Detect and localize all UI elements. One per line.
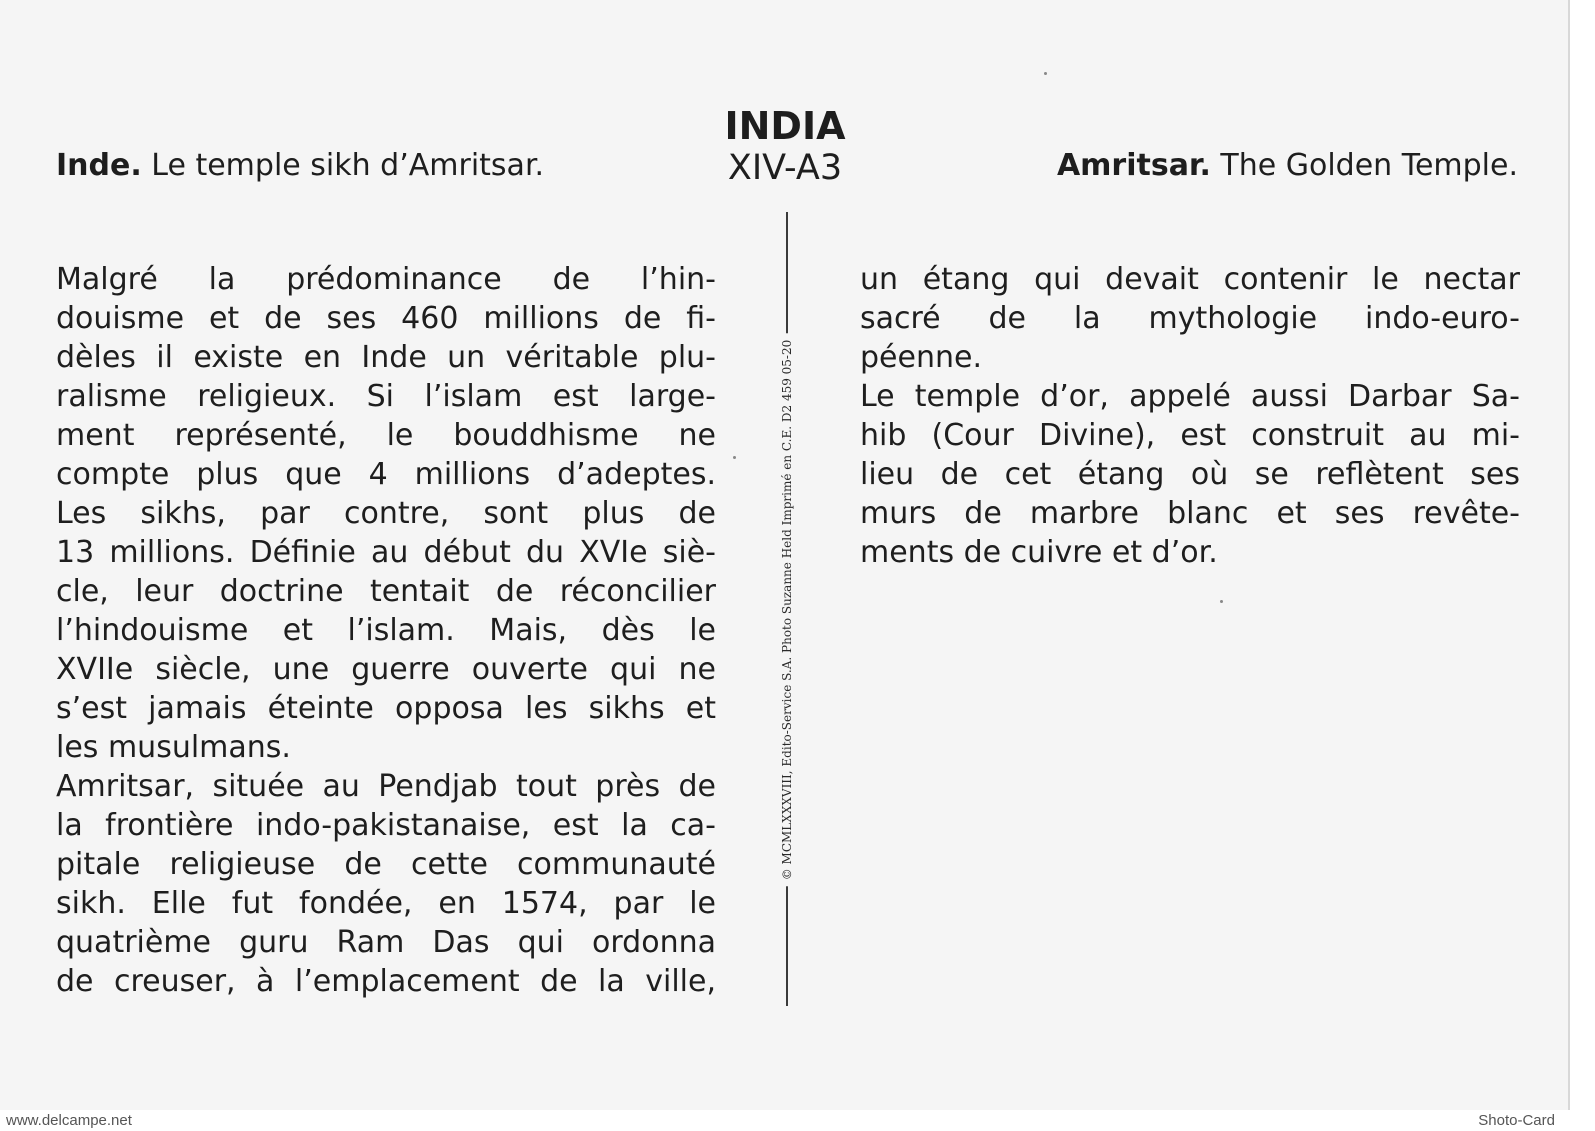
text-line: l’hindouisme et l’islam. Mais, dès le — [56, 613, 716, 648]
text-line: péenne. — [860, 340, 982, 375]
text-line: hib (Cour Divine), est construit au mi- — [860, 418, 1520, 453]
text-line: quatrième guru Ram Das qui ordonna — [56, 925, 716, 960]
text-line: sikh. Elle fut fondée, en 1574, par le — [56, 886, 716, 921]
text-line: s’est jamais éteinte opposa les sikhs et — [56, 691, 716, 726]
text-line: murs de marbre blanc et ses revête- — [860, 496, 1520, 531]
text-line: ments de cuivre et d’or. — [860, 535, 1218, 570]
text-line: lieu de cet étang où se reflètent ses — [860, 457, 1520, 492]
reference-code: XIV-A3 — [727, 148, 843, 188]
watermark-right: Shoto-Card — [1478, 1112, 1555, 1129]
credit-line: © MCMLXXXVIII, Edito-Service S.A. Photo Suzanne Held Imprimé en C.E. D2 459 05-20 — [780, 334, 794, 887]
paper-speck — [1220, 600, 1223, 603]
text-line: ment représenté, le bouddhisme ne — [56, 418, 716, 453]
text-line: sacré de la mythologie indo-euro- — [860, 301, 1520, 336]
left-column — [56, 260, 716, 1001]
text-line: 13 millions. Définie au début du XVIe siè- — [56, 535, 716, 570]
text-line: XVIIe siècle, une guerre ouverte qui ne — [56, 652, 716, 687]
text-line: ralisme religieux. Si l’islam est large- — [56, 379, 716, 414]
text-line: pitale religieuse de cette communauté — [56, 847, 716, 882]
text-line: douisme et de ses 460 millions de fi- — [56, 301, 716, 336]
caption-french — [56, 146, 544, 186]
right-column — [860, 260, 1520, 572]
text-line: Les sikhs, par contre, sont plus de — [56, 496, 716, 531]
page-title: INDIA — [724, 104, 846, 148]
watermark-left: www.delcampe.net — [6, 1112, 132, 1129]
text-line: dèles il existe en Inde un véritable plu- — [56, 340, 716, 375]
caption-french-bold: Inde. — [56, 148, 142, 183]
text-line: Malgré la prédominance de l’hin- — [56, 262, 716, 297]
text-line: un étang qui devait contenir le nectar — [860, 262, 1520, 297]
text-line: la frontière indo-pakistanaise, est la ca- — [56, 808, 716, 843]
paper-speck — [1044, 72, 1047, 75]
caption-english-text: The Golden Temple. — [1210, 148, 1518, 183]
text-line: les musulmans. — [56, 730, 291, 765]
caption-english-bold: Amritsar. — [1056, 148, 1211, 183]
text-line: Le temple d’or, appelé aussi Darbar Sa- — [860, 379, 1520, 414]
text-line: Amritsar, située au Pendjab tout près de — [56, 769, 716, 804]
paper-speck — [733, 456, 736, 459]
text-line: de creuser, à l’emplacement de la ville, — [56, 964, 716, 999]
text-line: compte plus que 4 millions d’adeptes. — [56, 457, 716, 492]
caption-french-text: Le temple sikh d’Amritsar. — [141, 148, 545, 183]
caption-english — [1057, 146, 1518, 186]
watermark-bar — [0, 1110, 1595, 1131]
text-line: cle, leur doctrine tentait de réconcilier — [56, 574, 716, 609]
